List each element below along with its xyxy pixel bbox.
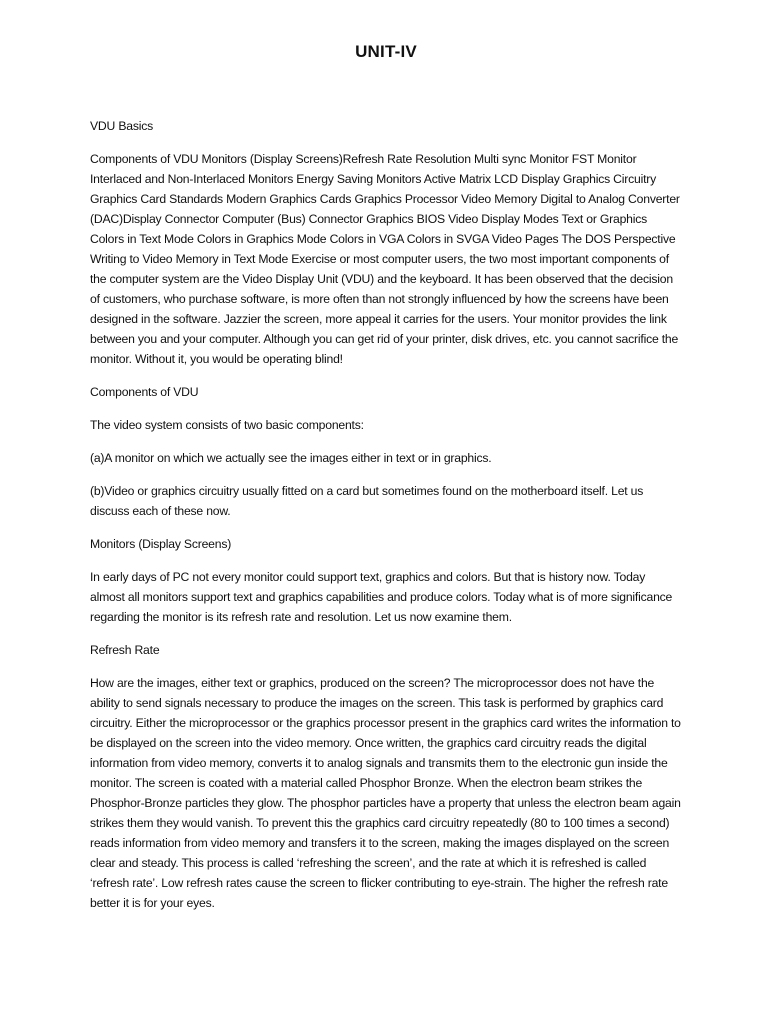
- paragraph-video-system: The video system consists of two basic components:: [90, 418, 364, 432]
- document-body: [90, 116, 682, 926]
- paragraph-refresh-rate: How are the images, either text or graphics, produced on the screen? The microprocessor does not have the ability to send signals necessary to produce the images on the screen. This task is performed by graphics card circuitry. Either the microprocessor or the graphics processor present in the graphics card writes the information to be displayed on the screen into the video memory. Once written, the graphics card circuitry reads the digital information from video memory, converts it to analog signals and transmits them to the electronic gun inside the monitor. The screen is coated with a material called Phosphor Bronze. When the electron beam strikes the Phosphor-Bronze particles they glow. The phosphor particles have a property that unless the electron beam again strikes them they would vanish. To prevent this the graphics card circuitry repeatedly (80 to 100 times a second) reads information from video memory and transfers it to the screen, making the images displayed on the screen clear and steady. This process is called ‘refreshing the screen’, and the rate at which it is refreshed is called ‘refresh rate’. Low refresh rates cause the screen to flicker contributing to eye-strain. The higher the refresh rate better it is for your eyes.: [90, 676, 681, 910]
- paragraph-monitors: In early days of PC not every monitor could support text, graphics and colors. But that is history now. Today almost all monitors support text and graphics capabilities and produce colors. Today what is of more significance regarding the monitor is its refresh rate and resolution. Let us now examine them.: [90, 570, 673, 624]
- paragraph-item-a: (a)A monitor on which we actually see the images either in text or in graphics.: [90, 451, 492, 465]
- paragraph-item-b: (b)Video or graphics circuitry usually fitted on a card but sometimes found on the motherboard itself. Let us discuss each of these now.: [90, 484, 644, 518]
- paragraph-intro: Components of VDU Monitors (Display Screens)Refresh Rate Resolution Multi sync Monitor FST Monitor Interlaced and Non-Interlaced Monitors Energy Saving Monitors Active Matrix LCD Display Graphics Circuitry Graphics Card Standards Modern Graphics Cards Graphics Processor Video Memory Digital to Analog Converter (DAC)Display Connector Computer (Bus) Connector Graphics BIOS Video Display Modes Text or Graphics Colors in Text Mode Colors in Graphics Mode Colors in VGA Colors in SVGA Video Pages The DOS Perspective Writing to Video Memory in Text Mode Exercise or most computer users, the two most important components of the computer system are the Video Display Unit (VDU) and the keyboard. It has been observed that the decision of customers, who purchase software, is more often than not strongly influenced by how the screens have been designed in the software. Jazzier the screen, more appeal it carries for the users. Your monitor provides the link between you and your computer. Although you can get rid of your printer, disk drives, etc. you cannot sacrifice the monitor. Without it, you would be operating blind!: [90, 152, 680, 366]
- heading-vdu-basics: VDU Basics: [90, 119, 154, 133]
- page-title: UNIT-IV: [355, 42, 417, 61]
- heading-components-of-vdu: Components of VDU: [90, 385, 199, 399]
- heading-refresh-rate: Refresh Rate: [90, 643, 160, 657]
- heading-monitors: Monitors (Display Screens): [90, 537, 232, 551]
